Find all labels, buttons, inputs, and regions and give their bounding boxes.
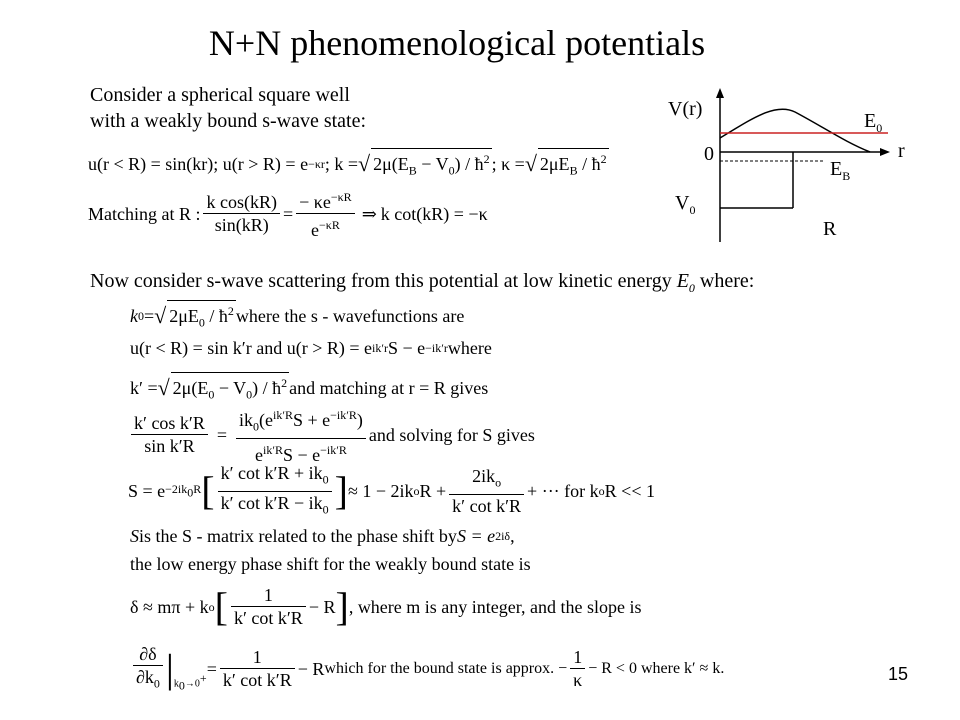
equation-wavefunctions: u(r < R) = sin(kr); u(r > R) = e −κr ; k = √ $2\mu(E_B - V_0)$ / $ħ^2$ ; κ = √ $2\mu E_B$ / $ħ^2$ — [88, 148, 609, 181]
x-axis-arrow — [880, 148, 890, 156]
scattering-intro: Now consider s-wave scattering from this potential at low kinetic energy $E_0$ where: — [90, 270, 755, 295]
fraction: $\frac{1}{\text{k′ cot k′R}}$ — [220, 646, 295, 691]
equation-phase-shift: δ ≈ mπ + k o [ $\frac{1}{\text{k′ cot k′R}}$ − R ] , where m is any integer, and the slope is — [130, 583, 642, 629]
fraction: $\frac{2ik_o}{\text{k′ cot k′R}}$ — [449, 465, 524, 517]
intro-line-1: Consider a spherical square well — [90, 84, 350, 106]
diagram-v0-label: $V_0$ — [675, 192, 696, 217]
equation-k0: k 0 = √ $2\mu E_0$ / $ħ^2$ where the s - wavefunctions are — [130, 300, 464, 333]
equation-s-matrix: S = e $-2ik_0R$ [ $\frac{k' \cot k'R + ik_0}{k' \cot k'R - ik_0}$ ] ≈ 1 − 2ik o R + $\frac{2ik_o}{\text{k′ cot k′R}}$ + ··· for k o R << 1 — [128, 462, 655, 520]
equation-matching-scatter: $\frac{\text{k′ cos k′R}}{\text{sin k′R}}$ = $\frac{ik_0(e^{ik'R}S + e^{-ik'R})}{e^{ik'R}S - e^{-ik'R}}$ and solving for S gives — [128, 404, 535, 466]
phase-shift-statement: the low energy phase shift for the weakly bound state is — [130, 554, 531, 574]
equation-matching: Matching at R : $\frac{\text{k cos(kR)}}{\sin(kR)}$ = $\frac{- \kappa e^{-\kappa R}}{e^{-\kappa R}}$ ⇒ k cot(kR) = −κ — [88, 186, 488, 241]
equation-wavefunction-scatter: u(r < R) = sin k′r and u(r > R) = e ik′r S − e −ik′r where — [130, 338, 492, 358]
equation-slope: $\frac{\partial\delta}{\partial k_0}$ | $_{k_0\to 0^+}$ = $\frac{1}{\text{k′ cot k′R}}$ − R which for the bound state is approx. − $\frac{1}{\kappa}$ − R < 0 where k′ ≈ k. — [130, 642, 724, 695]
fraction: $\frac{\text{k′ cos k′R}}{\text{sin k′R}}$ — [131, 412, 208, 457]
diagram-zero-label: 0 — [704, 143, 714, 165]
fraction: $\frac{ik_0(e^{ik'R}S + e^{-ik'R})}{e^{ik'R}S - e^{-ik'R}}$ — [236, 404, 366, 466]
diagram-eb-label: $E_B$ — [830, 158, 851, 183]
diagram-ylabel: V(r) — [668, 98, 703, 120]
fraction: $\frac{1}{\text{k′ cot k′R}}$ — [231, 584, 306, 629]
fraction: $\frac{\text{k cos(kR)}}{\sin(kR)}$ — [203, 191, 280, 236]
intro-line-2: with a weakly bound s-wave state: — [90, 110, 367, 132]
diagram-xlabel: r — [898, 140, 905, 162]
s-matrix-statement: S is the S - matrix related to the phase shift by S = e 2iδ , — [130, 526, 515, 546]
fraction: $\frac{\partial\delta}{\partial k_0}$ — [133, 643, 163, 695]
fraction: $\frac{- \kappa e^{-\kappa R}}{e^{-\kappa R}}$ — [296, 186, 355, 241]
y-axis-arrow — [716, 88, 724, 98]
diagram-r-label: R — [823, 218, 837, 240]
diagram-e0-label: $E_0$ — [864, 110, 883, 135]
slide-title: N+N phenomenological potentials — [208, 23, 706, 63]
equation-kprime: k′ = √ $2\mu(E_0 - V_0)$ / $ħ^2$ and matching at r = R gives — [130, 372, 488, 405]
fraction: $\frac{k' \cot k'R + ik_0}{k' \cot k'R - ik_0}$ — [218, 462, 332, 520]
page-number: 15 — [888, 664, 909, 684]
fraction: $\frac{1}{\kappa}$ — [570, 646, 585, 691]
barrier-curve — [720, 109, 870, 152]
